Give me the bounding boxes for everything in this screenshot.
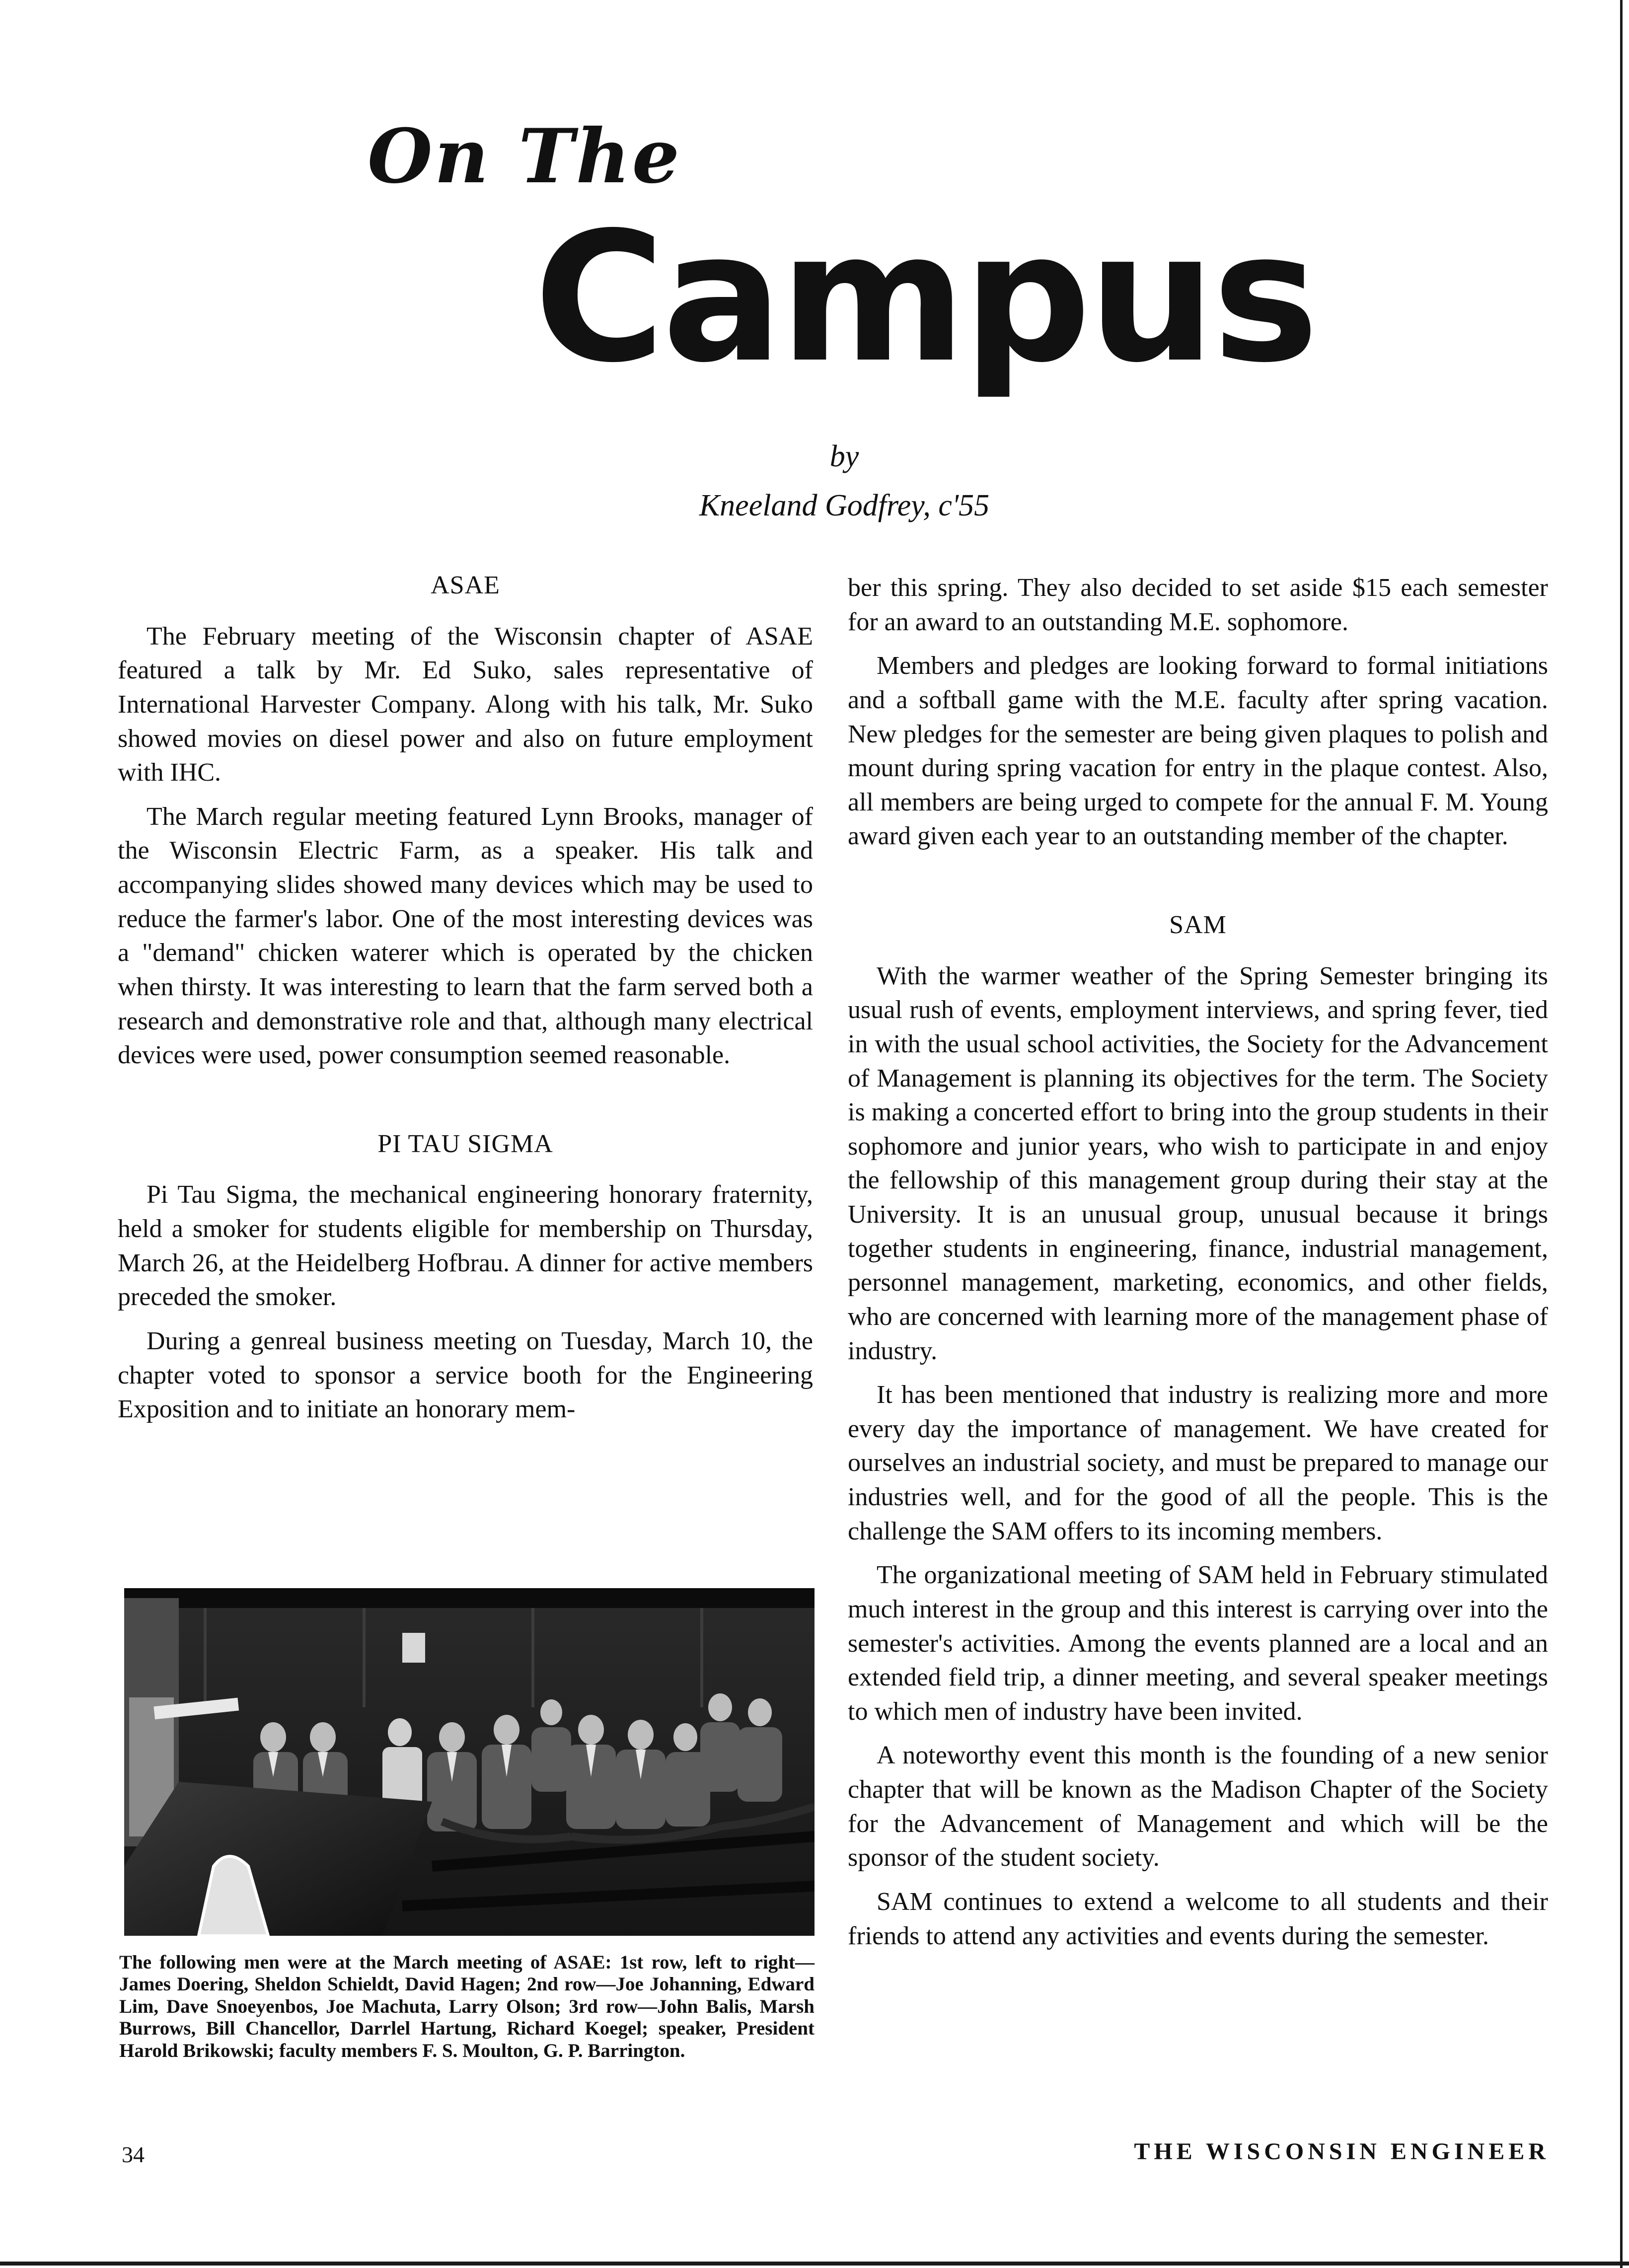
sam-paragraph-4: A noteworthy event this month is the founding of a new senior chapter that will be known as the Madison Chapter of the Society for the Advancement of Management and which will be the sponsor of the student society. <box>848 1741 1548 1872</box>
section-heading-asae: ASAE <box>431 571 500 599</box>
sam-paragraph-5: SAM continues to extend a welcome to all students and their friends to attend any activities and events during the semester. <box>848 1887 1548 1950</box>
pi-tau-sigma-paragraph-2: During a genreal business meeting on Tuesday, March 10, the chapter voted to sponsor a service booth for the Engineering Exposition and to initiate an honorary mem- <box>118 1326 813 1424</box>
byline-author: Kneeland Godfrey, c'55 <box>699 489 990 523</box>
page-bottom-rule <box>0 2262 1629 2266</box>
byline <box>596 432 1093 530</box>
byline-by: by <box>829 439 859 473</box>
right-column <box>848 571 1548 1963</box>
left-column <box>118 569 813 1437</box>
pi-tau-sigma-paragraph-3: Members and pledges are looking forward to formal initiations and a softball game with the M.E. faculty after spring vacation. New pledges for the semester are being given plaques to polish and mount during spring vacation for entry in the plaque contest. Also, all members are being urged to compete for the annual F. M. Young award given each year to an outstanding member of the chapter. <box>848 652 1548 851</box>
meeting-photo <box>124 1588 814 1936</box>
running-footer: THE WISCONSIN ENGINEER <box>1134 2138 1550 2165</box>
pi-tau-sigma-paragraph-2-continued: ber this spring. They also decided to set aside $15 each semester for an award to an outstanding M.E. sophomore. <box>848 574 1548 636</box>
page-edge-rule <box>1620 0 1623 2268</box>
sam-paragraph-1: With the warmer weather of the Spring Semester bringing its usual rush of events, employment interviews, and spring fever, tied in with the usual school activities, the Society for the Advancement of Management is planning its objectives for the term. The Society is making a concerted effort to bring into the group students in their sophomore and junior years, who wish to participate in and enjoy the fellowship of this management group during their stay at the University. It is an unusual group, unusual because it brings together students in engineering, finance, industrial management, personnel management, marketing, economics, and other fields, who are concerned with learning more of the management phase of industry. <box>848 961 1548 1365</box>
headline-kicker: On The <box>368 113 682 200</box>
asae-paragraph-2: The March regular meeting featured Lynn Brooks, manager of the Wisconsin Electric Farm, as a speaker. His talk and accompanying slides showed many devices which may be used to reduce the farmer's labor. One of the most interesting devices was a "demand" chicken waterer which is operated by the chicken when thirsty. It was interesting to learn that the farm served both a research and demonstrative role and that, although many electrical devices were used, power consumption seemed reasonable. <box>118 802 813 1070</box>
page-number: 34 <box>122 2142 145 2167</box>
sam-paragraph-3: The organizational meeting of SAM held in February stimulated much interest in the group and this interest is carrying over into the semester's activities. Among the events planned are a local and an extended field trip, a dinner meeting, and several speaker meetings to which men of industry have been invited. <box>848 1561 1548 1726</box>
section-heading-sam: SAM <box>1169 911 1227 939</box>
page-title: Campus <box>534 194 1316 402</box>
sam-paragraph-2: It has been mentioned that industry is realizing more and more every day the importance of management. We have created for ourselves an industrial society, and must be prepared to manage our industries well, and for the good of all the people. This is the challenge the SAM offers to its incoming members. <box>848 1381 1548 1545</box>
photo-caption: The following men were at the March meeting of ASAE: 1st row, left to right—James Doering, Sheldon Schieldt, David Hagen; 2nd row—Joe Johanning, Edward Lim, Dave Snoeyenbos, Joe Machuta, Larry Olson; 3rd row—John Balis, Marsh Burrows, Bill Chancellor, Darrlel Hartung, Richard Koegel; speaker, President Harold Brikowski; faculty members F. S. Moulton, G. P. Barrington. <box>119 1952 814 2061</box>
asae-paragraph-1: The February meeting of the Wisconsin chapter of ASAE featured a talk by Mr. Ed Suko, sales representative of International Harvester Company. Along with his talk, Mr. Suko showed movies on diesel power and also on future employment with IHC. <box>118 622 813 787</box>
pi-tau-sigma-paragraph-1: Pi Tau Sigma, the mechanical engineering honorary fraternity, held a smoker for students eligible for membership on Thursday, March 26, at the Heidelberg Hofbrau. A dinner for active members preceded the smoker. <box>118 1180 813 1312</box>
section-heading-pi-tau-sigma: PI TAU SIGMA <box>377 1129 553 1158</box>
